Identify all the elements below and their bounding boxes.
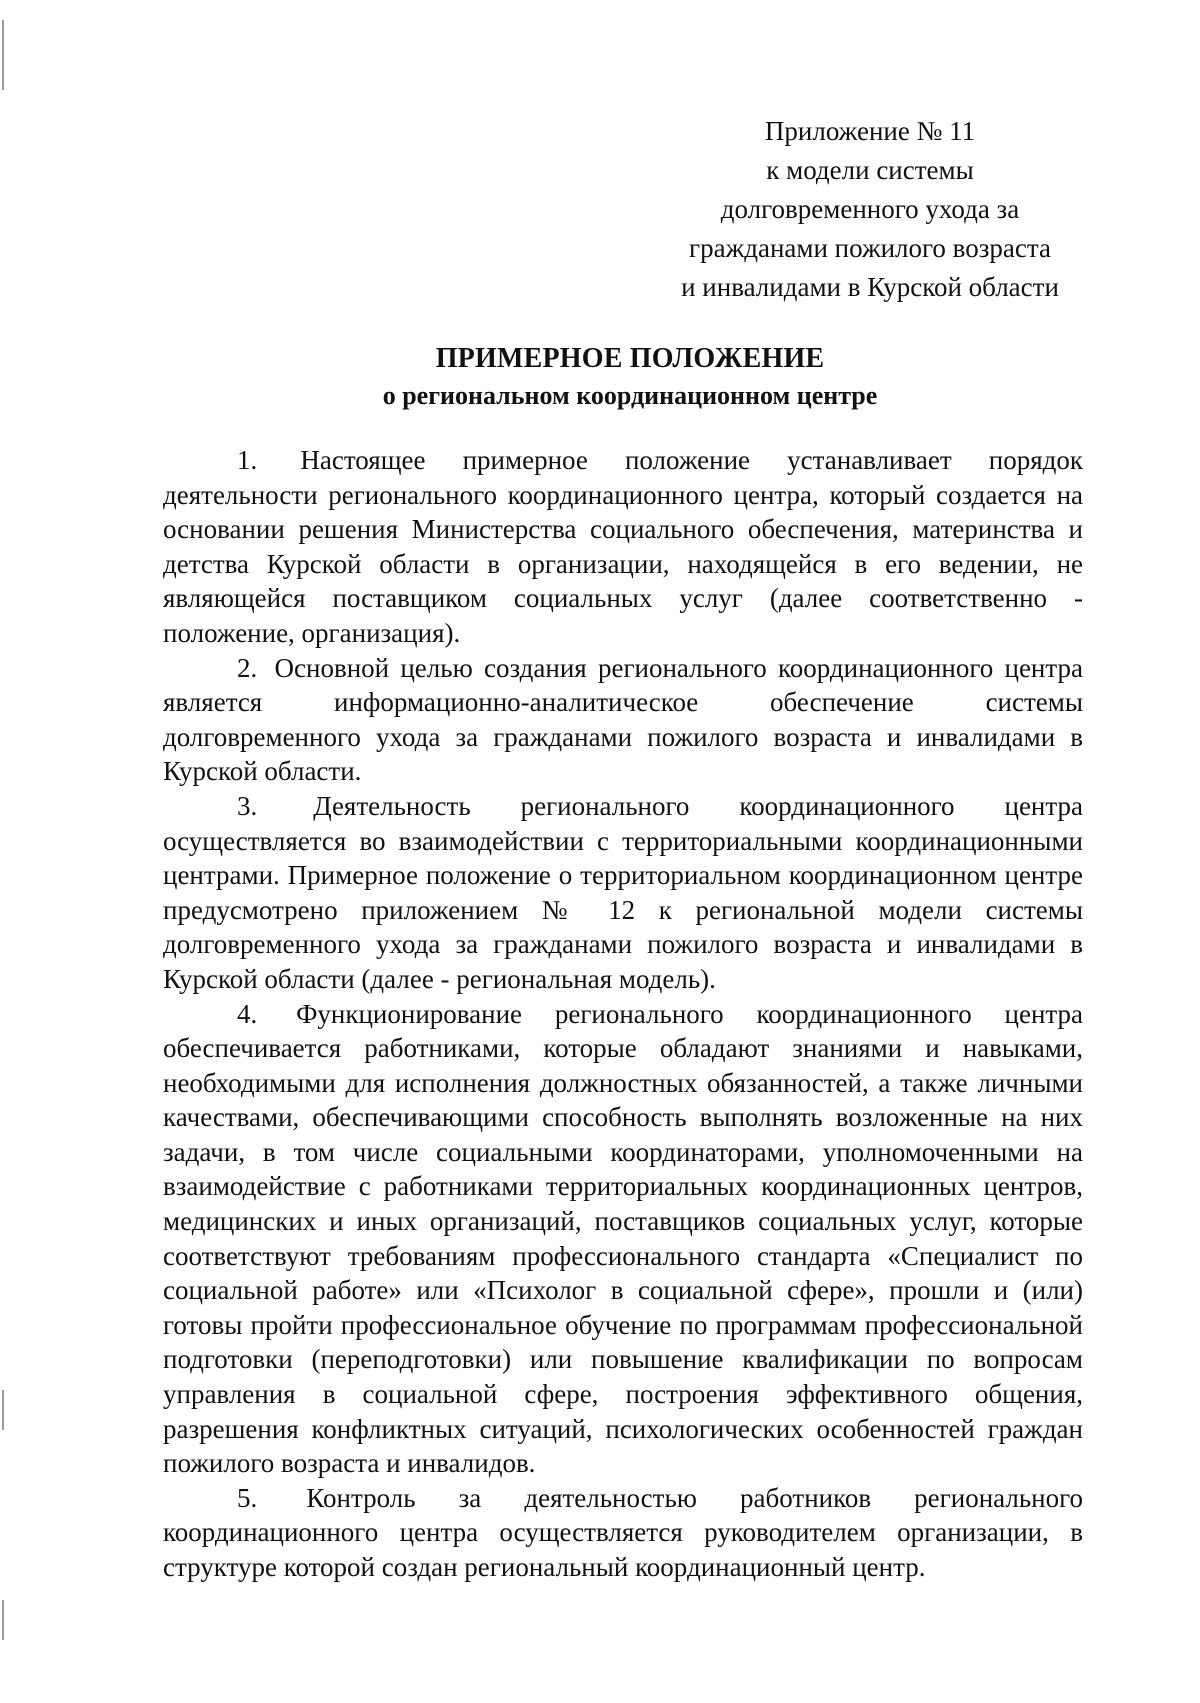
paragraph-number: 4. (237, 998, 258, 1029)
paragraph-text: Деятельность регионального координационного центра осуществляется во взаимодействии с территориальными координационными центрами. Примерное положение о территориальном координационном центре предусмотрено приложением № 12 к региональной модели системы долговременного ухода за гражданами пожилого возраста и инвалидами в Курской области (далее - региональная модель). (163, 790, 1083, 994)
appendix-line: долговременного ухода за (720, 194, 1020, 224)
appendix-line: и инвалидами в Курской области (681, 272, 1059, 302)
appendix-line: гражданами пожилого возраста (689, 233, 1051, 263)
paragraph-text: Основной целью создания регионального координационного центра является информационно-аналитическое обеспечение системы долговременного ухода за гражданами пожилого возраста и инвалидами в Курской области. (163, 652, 1083, 787)
scan-edge-mark (2, 1600, 4, 1640)
paragraph-1 (163, 443, 1083, 651)
document-title: ПРИМЕРНОЕ ПОЛОЖЕНИЕ (435, 343, 825, 374)
paragraph-3 (163, 789, 1083, 997)
appendix-line: к модели системы (766, 155, 974, 185)
paragraph-number: 3. (237, 790, 258, 821)
paragraph-number: 2. (237, 652, 258, 683)
scan-edge-mark (2, 1390, 4, 1430)
appendix-line: Приложение № 11 (764, 116, 976, 146)
document-body (163, 443, 1083, 1585)
document-subtitle: о региональном координационном центре (382, 381, 878, 410)
document-title-block (160, 340, 1100, 414)
paragraph-text: Контроль за деятельностью работников регионального координационного центра осуществляется руководителем организации, в структуре которой создан региональный координационный центр. (163, 1482, 1084, 1582)
paragraph-text: Функционирование регионального координационного центра обеспечивается работниками, которые обладают знаниями и навыками, необходимыми для исполнения должностных обязанностей, а также личными качествами, обеспечивающими способность выполнять возложенные на них задачи, в том числе социальными координаторами, уполномоченными на взаимодействие с работниками территориальных координационных центров, медицинских и иных организаций, поставщиков социальных услуг, которые соответствуют требованиям профессионального стандарта «Специалист по социальной работе» или «Психолог в социальной сфере», прошли и (или) готовы пройти профессиональное обучение по программам профессиональной подготовки (переподготовки) или повышение квалификации по вопросам управления в социальной сфере, построения эффективного общения, разрешения конфликтных ситуаций, психологических особенностей граждан пожилого возраста и инвалидов. (163, 998, 1084, 1479)
paragraph-number: 1. (237, 445, 258, 475)
appendix-header (640, 112, 1100, 307)
paragraph-text: Настоящее примерное положение устанавливает порядок деятельности регионального координационного центра, который создается на основании решения Министерства социального обеспечения, материнства и детства Курской области в организации, находящейся в его ведении, не являющейся поставщиком социальных услуг (далее соответственно - положение, организация). (163, 445, 1084, 648)
paragraph-2 (163, 651, 1083, 789)
scan-edge-mark (2, 20, 4, 90)
paragraph-4 (163, 997, 1083, 1481)
paragraph-5 (163, 1481, 1083, 1585)
paragraph-number: 5. (237, 1482, 258, 1513)
